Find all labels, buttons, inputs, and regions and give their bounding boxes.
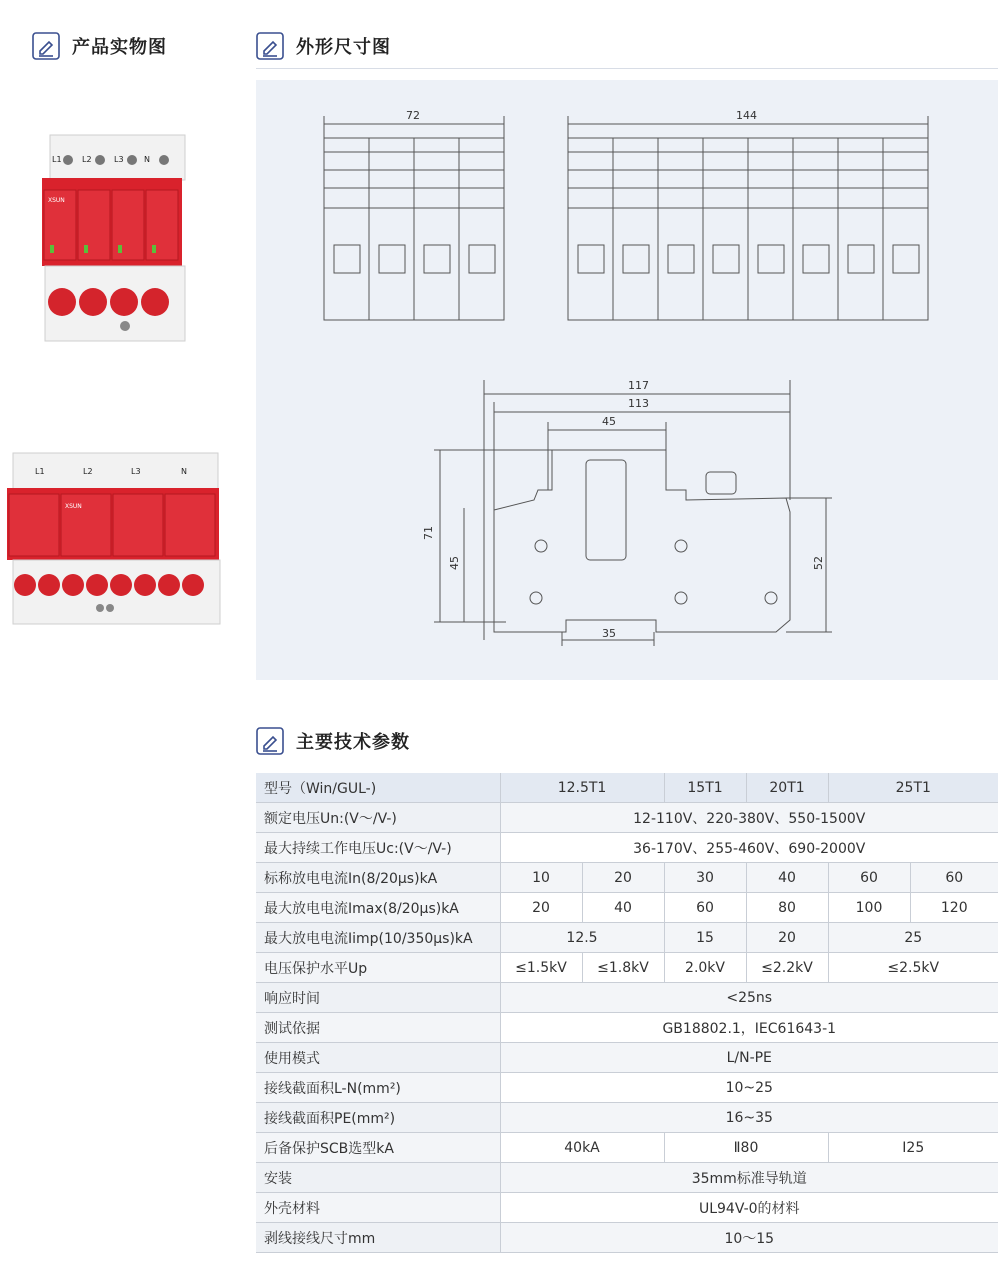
edit-pencil-icon bbox=[32, 32, 60, 60]
table-cell: Ⅰ25 bbox=[828, 1133, 998, 1163]
terminal-label: L1 bbox=[52, 155, 62, 164]
brand-label: XSUN bbox=[65, 503, 82, 510]
row-label: 使用模式 bbox=[256, 1043, 500, 1073]
row-label: 最大持续工作电压Uc:(V～/V-) bbox=[256, 833, 500, 863]
table-row bbox=[256, 1073, 998, 1103]
table-cell: 60 bbox=[664, 893, 746, 923]
table-cell: 60 bbox=[828, 863, 910, 893]
row-label: 额定电压Un:(V～/V-) bbox=[256, 803, 500, 833]
dim-71: 71 bbox=[422, 526, 435, 540]
table-cell: 36-170V、255-460V、690-2000V bbox=[500, 833, 998, 863]
product-photo-4p bbox=[30, 130, 200, 345]
specs-table bbox=[256, 773, 998, 1253]
table-cell: 2.0kV bbox=[664, 953, 746, 983]
table-cell: 20 bbox=[500, 893, 582, 923]
drawing-title: 外形尺寸图 bbox=[296, 37, 391, 58]
table-cell: 15 bbox=[664, 923, 746, 953]
table-cell: GB18802.1，IEC61643-1 bbox=[500, 1013, 998, 1043]
table-cell: ≤2.2kV bbox=[746, 953, 828, 983]
photos-title: 产品实物图 bbox=[72, 37, 167, 58]
table-cell: 30 bbox=[664, 863, 746, 893]
brand-label: XSUN bbox=[48, 197, 65, 204]
table-cell: ≤1.5kV bbox=[500, 953, 582, 983]
table-cell: <25ns bbox=[500, 983, 998, 1013]
table-cell: ≤1.8kV bbox=[582, 953, 664, 983]
table-row bbox=[256, 833, 998, 863]
row-label: 测试依据 bbox=[256, 1013, 500, 1043]
table-row bbox=[256, 1133, 998, 1163]
drawing-header bbox=[256, 32, 391, 60]
row-label: 接线截面积L-N(mm²) bbox=[256, 1073, 500, 1103]
table-row bbox=[256, 1013, 998, 1043]
table-cell: 60 bbox=[910, 863, 998, 893]
specs-header bbox=[256, 727, 410, 755]
table-cell: 40 bbox=[746, 863, 828, 893]
dim-117: 117 bbox=[628, 379, 649, 392]
model-cell: 15T1 bbox=[664, 773, 746, 803]
terminal-label: L1 bbox=[35, 467, 45, 476]
row-label: 外壳材料 bbox=[256, 1193, 500, 1223]
table-cell: 12.5 bbox=[500, 923, 664, 953]
table-cell: 100 bbox=[828, 893, 910, 923]
row-label: 型号（Win/GUL-) bbox=[256, 773, 500, 803]
table-cell: 16~35 bbox=[500, 1103, 998, 1133]
table-cell: L/N-PE bbox=[500, 1043, 998, 1073]
table-cell: 10 bbox=[500, 863, 582, 893]
row-label: 最大放电电流Iimp(10/350μs)kA bbox=[256, 923, 500, 953]
terminal-label: L2 bbox=[83, 467, 93, 476]
model-cell: 20T1 bbox=[746, 773, 828, 803]
table-cell: 12-110V、220-380V、550-1500V bbox=[500, 803, 998, 833]
terminal-label: L3 bbox=[131, 467, 141, 476]
table-cell: 25 bbox=[828, 923, 998, 953]
table-row bbox=[256, 1163, 998, 1193]
table-cell: 10～15 bbox=[500, 1223, 998, 1253]
row-label: 后备保护SCB选型kA bbox=[256, 1133, 500, 1163]
divider bbox=[256, 68, 998, 69]
dim-52: 52 bbox=[812, 556, 825, 570]
dim-144: 144 bbox=[736, 109, 757, 122]
terminal-label: N bbox=[181, 467, 187, 476]
row-label: 接线截面积PE(mm²) bbox=[256, 1103, 500, 1133]
table-cell: ≤2.5kV bbox=[828, 953, 998, 983]
table-row bbox=[256, 773, 998, 803]
table-row bbox=[256, 803, 998, 833]
dimension-drawing-panel bbox=[256, 80, 998, 680]
table-cell: 80 bbox=[746, 893, 828, 923]
table-cell: 20 bbox=[746, 923, 828, 953]
terminal-label: L2 bbox=[82, 155, 92, 164]
table-row bbox=[256, 863, 998, 893]
dim-72: 72 bbox=[406, 109, 420, 122]
table-cell: 120 bbox=[910, 893, 998, 923]
row-label: 最大放电电流Imax(8/20μs)kA bbox=[256, 893, 500, 923]
model-cell: 12.5T1 bbox=[500, 773, 664, 803]
terminal-label: N bbox=[144, 155, 150, 164]
table-cell: 40kA bbox=[500, 1133, 664, 1163]
table-cell: 40 bbox=[582, 893, 664, 923]
table-row bbox=[256, 1223, 998, 1253]
edit-pencil-icon bbox=[256, 32, 284, 60]
dim-35: 35 bbox=[602, 627, 616, 640]
row-label: 标称放电电流In(8/20μs)kA bbox=[256, 863, 500, 893]
terminal-label: L3 bbox=[114, 155, 124, 164]
table-row bbox=[256, 893, 998, 923]
row-label: 电压保护水平Up bbox=[256, 953, 500, 983]
edit-pencil-icon bbox=[256, 727, 284, 755]
table-cell: UL94V-0的材料 bbox=[500, 1193, 998, 1223]
dim-45-left: 45 bbox=[448, 556, 461, 570]
table-cell: 20 bbox=[582, 863, 664, 893]
model-cell: 25T1 bbox=[828, 773, 998, 803]
dim-113: 113 bbox=[628, 397, 649, 410]
table-row bbox=[256, 1193, 998, 1223]
dimension-drawing bbox=[256, 80, 998, 680]
row-label: 安装 bbox=[256, 1163, 500, 1193]
table-row bbox=[256, 953, 998, 983]
dim-45-top: 45 bbox=[602, 415, 616, 428]
photos-header bbox=[32, 32, 167, 60]
table-cell: Ⅱ80 bbox=[664, 1133, 828, 1163]
table-cell: 35mm标准导轨道 bbox=[500, 1163, 998, 1193]
specs-title: 主要技术参数 bbox=[296, 732, 410, 753]
table-cell: 10~25 bbox=[500, 1073, 998, 1103]
row-label: 剥线接线尺寸mm bbox=[256, 1223, 500, 1253]
table-row bbox=[256, 983, 998, 1013]
row-label: 响应时间 bbox=[256, 983, 500, 1013]
product-photo-8p bbox=[5, 448, 225, 628]
table-row bbox=[256, 1103, 998, 1133]
table-row bbox=[256, 923, 998, 953]
table-row bbox=[256, 1043, 998, 1073]
